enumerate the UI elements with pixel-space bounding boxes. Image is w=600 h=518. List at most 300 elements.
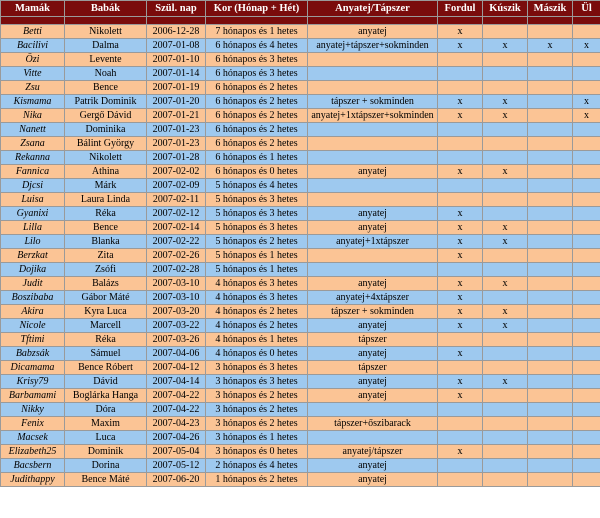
- szul-nap-cell: 2007-02-12: [147, 207, 206, 221]
- mama-cell: Fenix: [1, 417, 65, 431]
- ul-cell: [573, 263, 600, 277]
- maszik-cell: [528, 123, 573, 137]
- anyatej-cell: [308, 67, 438, 81]
- maszik-cell: [528, 25, 573, 39]
- maszik-cell: [528, 137, 573, 151]
- kor-cell: 4 hónapos és 2 hetes: [206, 305, 308, 319]
- baba-cell: Dominika: [65, 123, 147, 137]
- baba-cell: Blanka: [65, 235, 147, 249]
- ul-cell: [573, 417, 600, 431]
- kor-cell: 3 hónapos és 1 hetes: [206, 431, 308, 445]
- ul-cell: [573, 473, 600, 487]
- baba-cell: Nikolett: [65, 25, 147, 39]
- kuszik-cell: [483, 431, 528, 445]
- mama-cell: Bacsbern: [1, 459, 65, 473]
- table-row: [1, 403, 600, 417]
- header-kor: Kor (Hónap + Hét): [206, 1, 308, 17]
- anyatej-cell: tápszer+őszibarack: [308, 417, 438, 431]
- kor-cell: 6 hónapos és 1 hetes: [206, 151, 308, 165]
- mama-cell: Elizabeth25: [1, 445, 65, 459]
- ul-cell: [573, 137, 600, 151]
- baba-cell: Sámuel: [65, 347, 147, 361]
- mama-cell: Vitte: [1, 67, 65, 81]
- szul-nap-cell: 2007-03-10: [147, 291, 206, 305]
- table-row: [1, 445, 600, 459]
- mama-cell: Zsu: [1, 81, 65, 95]
- szul-nap-cell: 2007-02-11: [147, 193, 206, 207]
- anyatej-cell: anyatej: [308, 389, 438, 403]
- szul-nap-cell: 2007-06-20: [147, 473, 206, 487]
- kuszik-cell: [483, 67, 528, 81]
- kuszik-cell: [483, 347, 528, 361]
- baba-cell: Gábor Máté: [65, 291, 147, 305]
- ul-cell: [573, 375, 600, 389]
- fordul-cell: x: [438, 445, 483, 459]
- kor-cell: 3 hónapos és 3 hetes: [206, 375, 308, 389]
- anyatej-cell: [308, 193, 438, 207]
- kuszik-cell: [483, 123, 528, 137]
- ul-cell: [573, 151, 600, 165]
- mama-cell: Tftimi: [1, 333, 65, 347]
- kor-cell: 4 hónapos és 1 hetes: [206, 333, 308, 347]
- anyatej-cell: [308, 431, 438, 445]
- kor-cell: 6 hónapos és 3 hetes: [206, 67, 308, 81]
- kor-cell: 6 hónapos és 3 hetes: [206, 53, 308, 67]
- maszik-cell: [528, 179, 573, 193]
- fordul-cell: [438, 473, 483, 487]
- table-row: [1, 109, 600, 123]
- kuszik-cell: [483, 81, 528, 95]
- baba-cell: Luca: [65, 431, 147, 445]
- szul-nap-cell: 2007-02-22: [147, 235, 206, 249]
- kuszik-cell: [483, 361, 528, 375]
- fordul-cell: x: [438, 375, 483, 389]
- table-row: [1, 165, 600, 179]
- anyatej-cell: anyatej+1xtápszer+sokminden: [308, 109, 438, 123]
- maszik-cell: [528, 431, 573, 445]
- maszik-cell: [528, 221, 573, 235]
- maszik-cell: [528, 305, 573, 319]
- ul-cell: [573, 179, 600, 193]
- ul-cell: [573, 319, 600, 333]
- kuszik-cell: x: [483, 277, 528, 291]
- kor-cell: 4 hónapos és 2 hetes: [206, 319, 308, 333]
- szul-nap-cell: 2007-03-20: [147, 305, 206, 319]
- kor-cell: 3 hónapos és 2 hetes: [206, 417, 308, 431]
- kuszik-cell: x: [483, 235, 528, 249]
- szul-nap-cell: 2007-04-26: [147, 431, 206, 445]
- baba-cell: Balázs: [65, 277, 147, 291]
- mama-cell: Nikky: [1, 403, 65, 417]
- kor-cell: 3 hónapos és 3 hetes: [206, 361, 308, 375]
- header-anyatej-tapszer: Anyatej/Tápszer: [308, 1, 438, 17]
- szul-nap-cell: 2007-01-23: [147, 137, 206, 151]
- baba-cell: Bence: [65, 221, 147, 235]
- baba-cell: Kyra Luca: [65, 305, 147, 319]
- fordul-cell: [438, 151, 483, 165]
- szul-nap-cell: 2007-02-09: [147, 179, 206, 193]
- fordul-cell: x: [438, 389, 483, 403]
- maszik-cell: [528, 263, 573, 277]
- table-row: [1, 39, 600, 53]
- fordul-cell: x: [438, 291, 483, 305]
- kor-cell: 3 hónapos és 2 hetes: [206, 389, 308, 403]
- table-row: [1, 389, 600, 403]
- baba-cell: Dalma: [65, 39, 147, 53]
- anyatej-cell: anyatej+4xtápszer: [308, 291, 438, 305]
- mama-cell: Özi: [1, 53, 65, 67]
- szul-nap-cell: 2007-02-02: [147, 165, 206, 179]
- table-row: [1, 67, 600, 81]
- baba-cell: Nikolett: [65, 151, 147, 165]
- szul-nap-cell: 2007-01-08: [147, 39, 206, 53]
- maszik-cell: [528, 375, 573, 389]
- anyatej-cell: anyatej: [308, 459, 438, 473]
- baba-cell: Bence Máté: [65, 473, 147, 487]
- fordul-cell: x: [438, 319, 483, 333]
- maszik-cell: [528, 333, 573, 347]
- table-row: [1, 95, 600, 109]
- table-row: [1, 193, 600, 207]
- kuszik-cell: [483, 445, 528, 459]
- szul-nap-cell: 2007-01-20: [147, 95, 206, 109]
- ul-cell: [573, 207, 600, 221]
- kor-cell: 5 hónapos és 2 hetes: [206, 235, 308, 249]
- kor-cell: 6 hónapos és 2 hetes: [206, 81, 308, 95]
- maszik-cell: [528, 95, 573, 109]
- baba-cell: Athina: [65, 165, 147, 179]
- baba-cell: Noah: [65, 67, 147, 81]
- maszik-cell: [528, 445, 573, 459]
- kuszik-cell: [483, 263, 528, 277]
- szul-nap-cell: 2007-04-12: [147, 361, 206, 375]
- ul-cell: [573, 361, 600, 375]
- kor-cell: 4 hónapos és 3 hetes: [206, 277, 308, 291]
- mama-cell: Dojika: [1, 263, 65, 277]
- maszik-cell: [528, 417, 573, 431]
- maszik-cell: [528, 193, 573, 207]
- ul-cell: [573, 81, 600, 95]
- kor-cell: 4 hónapos és 0 hetes: [206, 347, 308, 361]
- header-babak: Babák: [65, 1, 147, 17]
- fordul-cell: x: [438, 95, 483, 109]
- header-spacer-row: [1, 17, 600, 25]
- maszik-cell: [528, 53, 573, 67]
- anyatej-cell: tápszer: [308, 361, 438, 375]
- kuszik-cell: x: [483, 305, 528, 319]
- fordul-cell: [438, 193, 483, 207]
- table-row: [1, 137, 600, 151]
- maszik-cell: [528, 473, 573, 487]
- maszik-cell: [528, 235, 573, 249]
- mama-cell: Akira: [1, 305, 65, 319]
- ul-cell: [573, 389, 600, 403]
- mama-cell: Gyanixi: [1, 207, 65, 221]
- anyatej-cell: anyatej: [308, 347, 438, 361]
- table-row: [1, 375, 600, 389]
- fordul-cell: [438, 263, 483, 277]
- anyatej-cell: anyatej/tápszer: [308, 445, 438, 459]
- header-maszik: Mászik: [528, 1, 573, 17]
- maszik-cell: [528, 81, 573, 95]
- ul-cell: [573, 123, 600, 137]
- kor-cell: 4 hónapos és 3 hetes: [206, 291, 308, 305]
- fordul-cell: [438, 81, 483, 95]
- baba-cell: Réka: [65, 333, 147, 347]
- fordul-cell: [438, 361, 483, 375]
- mama-cell: Kismama: [1, 95, 65, 109]
- table-row: [1, 151, 600, 165]
- anyatej-cell: anyatej: [308, 165, 438, 179]
- mama-cell: Zsana: [1, 137, 65, 151]
- szul-nap-cell: 2007-01-19: [147, 81, 206, 95]
- kuszik-cell: [483, 473, 528, 487]
- table-row: [1, 81, 600, 95]
- table-row: [1, 417, 600, 431]
- szul-nap-cell: 2007-01-14: [147, 67, 206, 81]
- kuszik-cell: x: [483, 375, 528, 389]
- fordul-cell: [438, 53, 483, 67]
- ul-cell: [573, 277, 600, 291]
- kuszik-cell: [483, 53, 528, 67]
- anyatej-cell: anyatej: [308, 25, 438, 39]
- table-row: [1, 207, 600, 221]
- mama-cell: Krisy79: [1, 375, 65, 389]
- kor-cell: 5 hónapos és 4 hetes: [206, 179, 308, 193]
- kuszik-cell: [483, 137, 528, 151]
- kor-cell: 7 hónapos és 1 hetes: [206, 25, 308, 39]
- baba-cell: Bálint György: [65, 137, 147, 151]
- kuszik-cell: [483, 291, 528, 305]
- kor-cell: 5 hónapos és 3 hetes: [206, 221, 308, 235]
- kor-cell: 6 hónapos és 2 hetes: [206, 109, 308, 123]
- header-szul-nap: Szül. nap: [147, 1, 206, 17]
- anyatej-cell: [308, 151, 438, 165]
- fordul-cell: x: [438, 165, 483, 179]
- mama-cell: Nika: [1, 109, 65, 123]
- baba-cell: Patrik Dominik: [65, 95, 147, 109]
- baba-cell: Bence Róbert: [65, 361, 147, 375]
- fordul-cell: [438, 431, 483, 445]
- fordul-cell: [438, 333, 483, 347]
- baba-cell: Réka: [65, 207, 147, 221]
- kor-cell: 5 hónapos és 1 hetes: [206, 263, 308, 277]
- fordul-cell: x: [438, 25, 483, 39]
- fordul-cell: [438, 417, 483, 431]
- table-row: [1, 347, 600, 361]
- ul-cell: [573, 459, 600, 473]
- szul-nap-cell: 2007-02-14: [147, 221, 206, 235]
- kuszik-cell: [483, 207, 528, 221]
- mama-cell: Lilla: [1, 221, 65, 235]
- kuszik-cell: [483, 389, 528, 403]
- kuszik-cell: [483, 333, 528, 347]
- anyatej-cell: [308, 123, 438, 137]
- baba-cell: Marcell: [65, 319, 147, 333]
- anyatej-cell: [308, 263, 438, 277]
- anyatej-cell: [308, 137, 438, 151]
- anyatej-cell: [308, 249, 438, 263]
- mama-cell: Babzsák: [1, 347, 65, 361]
- szul-nap-cell: 2007-03-22: [147, 319, 206, 333]
- ul-cell: [573, 445, 600, 459]
- kor-cell: 2 hónapos és 4 hetes: [206, 459, 308, 473]
- fordul-cell: x: [438, 305, 483, 319]
- ul-cell: [573, 291, 600, 305]
- kuszik-cell: x: [483, 39, 528, 53]
- anyatej-cell: anyatej+1xtápszer: [308, 235, 438, 249]
- fordul-cell: [438, 179, 483, 193]
- anyatej-cell: anyatej: [308, 207, 438, 221]
- szul-nap-cell: 2007-01-21: [147, 109, 206, 123]
- ul-cell: [573, 347, 600, 361]
- ul-cell: [573, 403, 600, 417]
- mama-cell: Betti: [1, 25, 65, 39]
- anyatej-cell: tápszer: [308, 333, 438, 347]
- fordul-cell: x: [438, 207, 483, 221]
- kuszik-cell: x: [483, 319, 528, 333]
- fordul-cell: [438, 403, 483, 417]
- mama-cell: Fannica: [1, 165, 65, 179]
- kuszik-cell: [483, 193, 528, 207]
- kuszik-cell: [483, 179, 528, 193]
- fordul-cell: x: [438, 221, 483, 235]
- table-row: [1, 25, 600, 39]
- fordul-cell: x: [438, 109, 483, 123]
- maszik-cell: [528, 361, 573, 375]
- maszik-cell: [528, 403, 573, 417]
- szul-nap-cell: 2007-03-10: [147, 277, 206, 291]
- szul-nap-cell: 2007-01-28: [147, 151, 206, 165]
- ul-cell: [573, 221, 600, 235]
- table-row: [1, 53, 600, 67]
- table-row: [1, 249, 600, 263]
- header-kuszik: Kúszik: [483, 1, 528, 17]
- table-row: [1, 319, 600, 333]
- baba-cell: Gergő Dávid: [65, 109, 147, 123]
- table-row: [1, 459, 600, 473]
- header-mamak: Mamák: [1, 1, 65, 17]
- mama-cell: Macsek: [1, 431, 65, 445]
- szul-nap-cell: 2007-05-12: [147, 459, 206, 473]
- maszik-cell: [528, 389, 573, 403]
- ul-cell: [573, 431, 600, 445]
- maszik-cell: [528, 291, 573, 305]
- mama-cell: Barbamami: [1, 389, 65, 403]
- anyatej-cell: anyatej: [308, 277, 438, 291]
- kor-cell: 6 hónapos és 2 hetes: [206, 123, 308, 137]
- table-row: [1, 221, 600, 235]
- kor-cell: 6 hónapos és 2 hetes: [206, 95, 308, 109]
- baba-cell: Maxim: [65, 417, 147, 431]
- maszik-cell: [528, 347, 573, 361]
- mama-cell: Rekanna: [1, 151, 65, 165]
- ul-cell: [573, 67, 600, 81]
- baba-cell: Boglárka Hanga: [65, 389, 147, 403]
- table-row: [1, 123, 600, 137]
- ul-cell: x: [573, 109, 600, 123]
- maszik-cell: [528, 109, 573, 123]
- baba-cell: Dominik: [65, 445, 147, 459]
- kor-cell: 5 hónapos és 3 hetes: [206, 207, 308, 221]
- baba-cell: Dorina: [65, 459, 147, 473]
- szul-nap-cell: 2007-01-23: [147, 123, 206, 137]
- kor-cell: 5 hónapos és 1 hetes: [206, 249, 308, 263]
- anyatej-cell: anyatej: [308, 375, 438, 389]
- kuszik-cell: [483, 403, 528, 417]
- szul-nap-cell: 2007-04-22: [147, 389, 206, 403]
- anyatej-cell: [308, 403, 438, 417]
- maszik-cell: [528, 277, 573, 291]
- table-row: [1, 473, 600, 487]
- fordul-cell: x: [438, 347, 483, 361]
- fordul-cell: [438, 137, 483, 151]
- mama-cell: Bacilivi: [1, 39, 65, 53]
- fordul-cell: x: [438, 235, 483, 249]
- mama-cell: Nanett: [1, 123, 65, 137]
- mama-cell: Lilo: [1, 235, 65, 249]
- kuszik-cell: x: [483, 221, 528, 235]
- anyatej-cell: tápszer + sokminden: [308, 305, 438, 319]
- baba-cell: Bence: [65, 81, 147, 95]
- ul-cell: [573, 53, 600, 67]
- ul-cell: x: [573, 39, 600, 53]
- mama-cell: Judithappy: [1, 473, 65, 487]
- baba-cell: Levente: [65, 53, 147, 67]
- baba-cell: Márk: [65, 179, 147, 193]
- baba-cell: Dóra: [65, 403, 147, 417]
- fordul-cell: [438, 459, 483, 473]
- mama-cell: Nicole: [1, 319, 65, 333]
- kor-cell: 6 hónapos és 0 hetes: [206, 165, 308, 179]
- kuszik-cell: x: [483, 165, 528, 179]
- header-ul: Ül: [573, 1, 600, 17]
- kor-cell: 5 hónapos és 3 hetes: [206, 193, 308, 207]
- kuszik-cell: [483, 459, 528, 473]
- kuszik-cell: [483, 249, 528, 263]
- table-row: [1, 291, 600, 305]
- szul-nap-cell: 2006-12-28: [147, 25, 206, 39]
- mama-cell: Boszibaba: [1, 291, 65, 305]
- baba-cell: Laura Linda: [65, 193, 147, 207]
- kuszik-cell: x: [483, 109, 528, 123]
- baba-cell: Zsófi: [65, 263, 147, 277]
- kor-cell: 1 hónapos és 2 hetes: [206, 473, 308, 487]
- szul-nap-cell: 2007-04-22: [147, 403, 206, 417]
- kor-cell: 3 hónapos és 2 hetes: [206, 403, 308, 417]
- ul-cell: [573, 333, 600, 347]
- maszik-cell: [528, 67, 573, 81]
- kuszik-cell: x: [483, 95, 528, 109]
- kuszik-cell: [483, 417, 528, 431]
- kor-cell: 6 hónapos és 2 hetes: [206, 137, 308, 151]
- szul-nap-cell: 2007-01-10: [147, 53, 206, 67]
- header-fordul: Fordul: [438, 1, 483, 17]
- kor-cell: 3 hónapos és 0 hetes: [206, 445, 308, 459]
- anyatej-cell: anyatej: [308, 221, 438, 235]
- maszik-cell: [528, 165, 573, 179]
- table-row: [1, 277, 600, 291]
- maszik-cell: x: [528, 39, 573, 53]
- baba-cell: Dávid: [65, 375, 147, 389]
- anyatej-cell: anyatej: [308, 319, 438, 333]
- kor-cell: 6 hónapos és 4 hetes: [206, 39, 308, 53]
- szul-nap-cell: 2007-02-28: [147, 263, 206, 277]
- table-row: [1, 431, 600, 445]
- table-body: [1, 25, 600, 487]
- mama-cell: Dicamama: [1, 361, 65, 375]
- anyatej-cell: tápszer + sokminden: [308, 95, 438, 109]
